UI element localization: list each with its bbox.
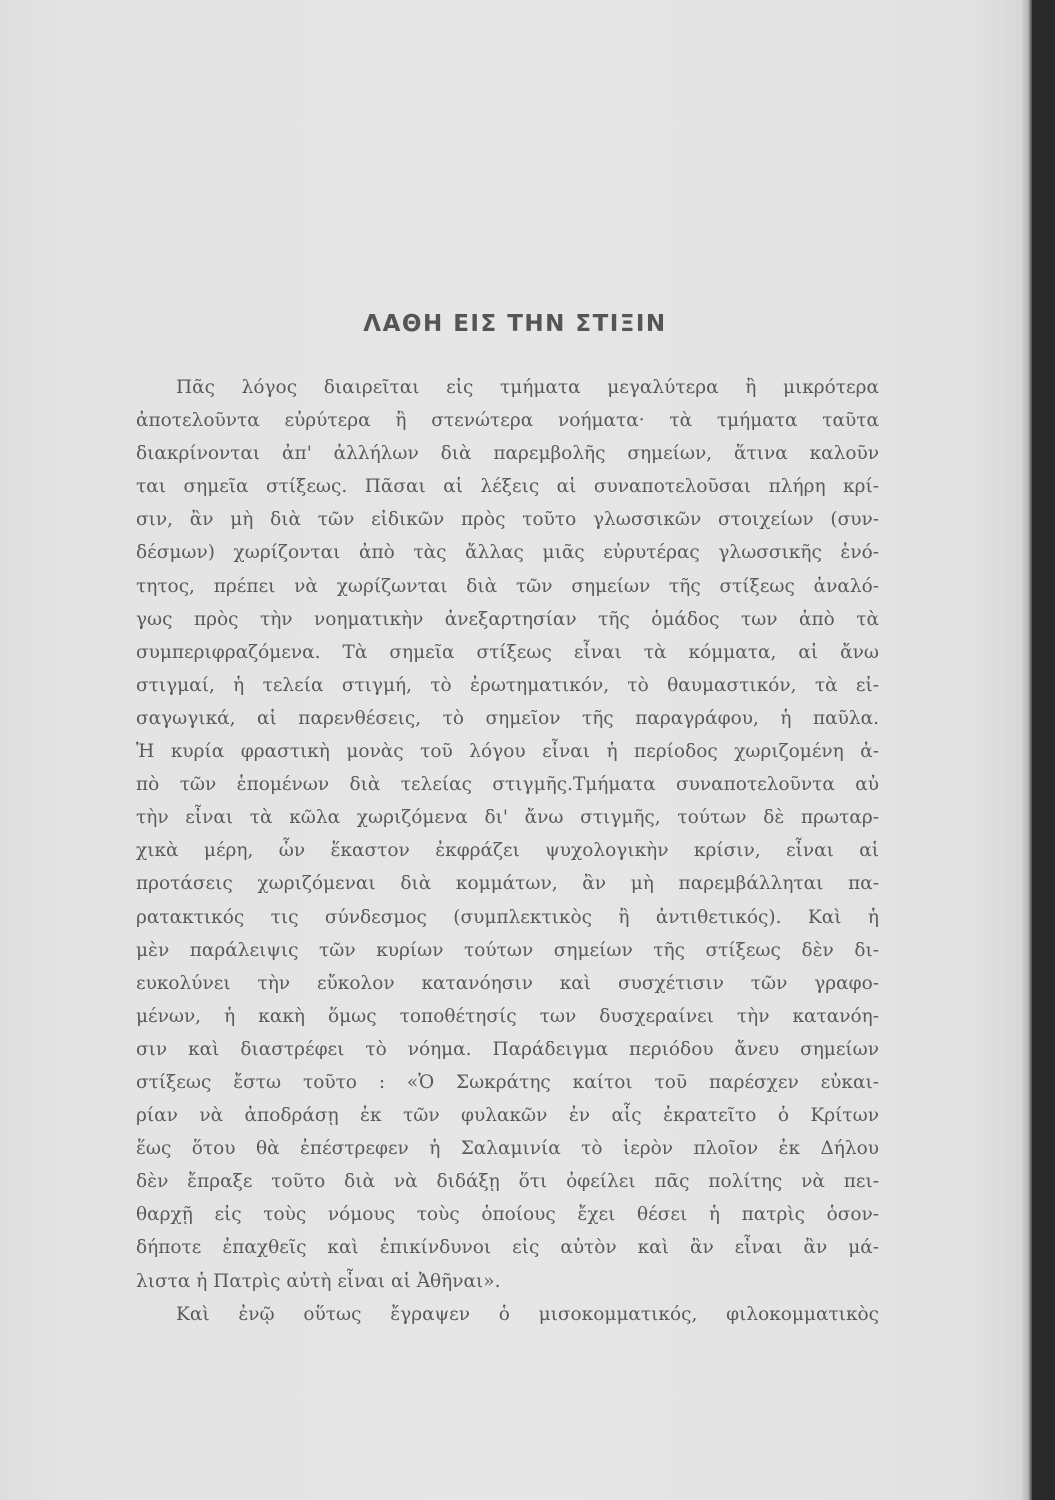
text-line: δέσμων) χωρίζονται ἀπὸ τὰς ἄλλας μιᾶς εὐρυτέρας γλωσσικῆς ἑνό-	[136, 542, 879, 564]
text-line: ται σημεῖα στίξεως. Πᾶσαι αἱ λέξεις αἱ συναποτελοῦσαι πλήρη κρί-	[136, 476, 879, 498]
text-line: διακρίνονται ἀπ' ἀλλήλων διὰ παρεμβολῆς σημείων, ἅτινα καλοῦν	[136, 443, 879, 465]
text-line: προτάσεις χωριζόμεναι διὰ κομμάτων, ἂν μὴ παρεμβάλληται πα-	[136, 873, 879, 895]
text-line: τὴν εἶναι τὰ κῶλα χωριζόμενα δι' ἄνω στιγμῆς, τούτων δὲ πρωταρ-	[136, 807, 879, 829]
text-line: ἕως ὅτου θὰ ἐπέστρεφεν ἡ Σαλαμινία τὸ ἱερὸν πλοῖον ἐκ Δήλου	[136, 1138, 879, 1160]
text-line: Καὶ ἐνῷ οὕτως ἔγραψεν ὁ μισοκομματικός, φιλοκομματικὸς	[176, 1303, 879, 1325]
text-line: πὸ τῶν ἑπομένων διὰ τελείας στιγμῆς.Τμήματα συναποτελοῦντα αὐ	[136, 774, 879, 796]
text-line: τητος, πρέπει νὰ χωρίζωνται διὰ τῶν σημείων τῆς στίξεως ἀναλό-	[136, 575, 879, 597]
page-edge	[1022, 0, 1032, 1500]
text-line: δὲν ἔπραξε τοῦτο διὰ νὰ διδάξῃ ὅτι ὀφείλει πᾶς πολίτης νὰ πει-	[136, 1171, 879, 1193]
text-line: σιν καὶ διαστρέφει τὸ νόημα. Παράδειγμα περιόδου ἄνευ σημείων	[136, 1038, 879, 1060]
text-line: λιστα ἡ Πατρὶς αὐτὴ εἶναι αἱ Ἀθῆναι».	[136, 1270, 501, 1292]
text-line: Πᾶς λόγος διαιρεῖται εἰς τμήματα μεγαλύτερα ἢ μικρότερα	[176, 377, 879, 398]
text-line: Ἡ κυρία φραστικὴ μονὰς τοῦ λόγου εἶναι ἡ περίοδος χωριζομένη ἀ-	[136, 741, 879, 763]
text-line: ἀποτελοῦντα εὐρύτερα ἢ στενώτερα νοήματα· τὰ τμήματα ταῦτα	[136, 410, 879, 432]
text-line: μὲν παράλειψις τῶν κυρίων τούτων σημείων τῆς στίξεως δὲν δι-	[136, 939, 879, 961]
text-line: ρατακτικός τις σύνδεσμος (συμπλεκτικὸς ἢ ἀντιθετικός). Καὶ ἡ	[136, 906, 879, 928]
text-line: γως πρὸς τὴν νοηματικὴν ἀνεξαρτησίαν τῆς ὁμάδος των ἀπὸ τὰ	[136, 608, 879, 630]
text-line: θαρχῇ εἰς τοὺς νόμους τοὺς ὁποίους ἔχει θέσει ἡ πατρὶς ὁσον-	[136, 1204, 879, 1226]
text-line: ευκολύνει τὴν εὔκολον κατανόησιν καὶ συσχέτισιν τῶν γραφο-	[136, 972, 879, 994]
text-line: συμπεριφραζόμενα. Τὰ σημεῖα στίξεως εἶναι τὰ κόμματα, αἱ ἄνω	[136, 641, 879, 663]
page-title: ΛΑΘΗ ΕΙΣ ΤΗΝ ΣΤΙΞΙΝ	[363, 311, 667, 337]
body-text	[136, 371, 879, 1331]
text-line: δήποτε ἐπαχθεῖς καὶ ἐπικίνδυνοι εἰς αὐτὸν καὶ ἂν εἶναι ἂν μά-	[136, 1237, 879, 1259]
text-line: σιν, ἂν μὴ διὰ τῶν εἰδικῶν πρὸς τοῦτο γλωσσικῶν στοιχείων (συν-	[136, 509, 879, 531]
text-line: στίξεως ἔστω τοῦτο : «Ὁ Σωκράτης καίτοι τοῦ παρέσχεν εὐκαι-	[136, 1071, 879, 1093]
text-line: στιγμαί, ἡ τελεία στιγμή, τὸ ἐρωτηματικόν, τὸ θαυμαστικόν, τὰ εἰ-	[136, 674, 879, 696]
text-line: ρίαν νὰ ἀποδράσῃ ἐκ τῶν φυλακῶν ἐν αἷς ἐκρατεῖτο ὁ Κρίτων	[136, 1105, 879, 1127]
text-line: σαγωγικά, αἱ παρενθέσεις, τὸ σημεῖον τῆς παραγράφου, ἡ παῦλα.	[136, 707, 879, 729]
text-line: μένων, ἡ κακὴ ὅμως τοποθέτησίς των δυσχεραίνει τὴν κατανόη-	[136, 1005, 879, 1027]
text-line: χικὰ μέρη, ὧν ἕκαστον ἐκφράζει ψυχολογικὴν κρίσιν, εἶναι αἱ	[136, 840, 879, 862]
